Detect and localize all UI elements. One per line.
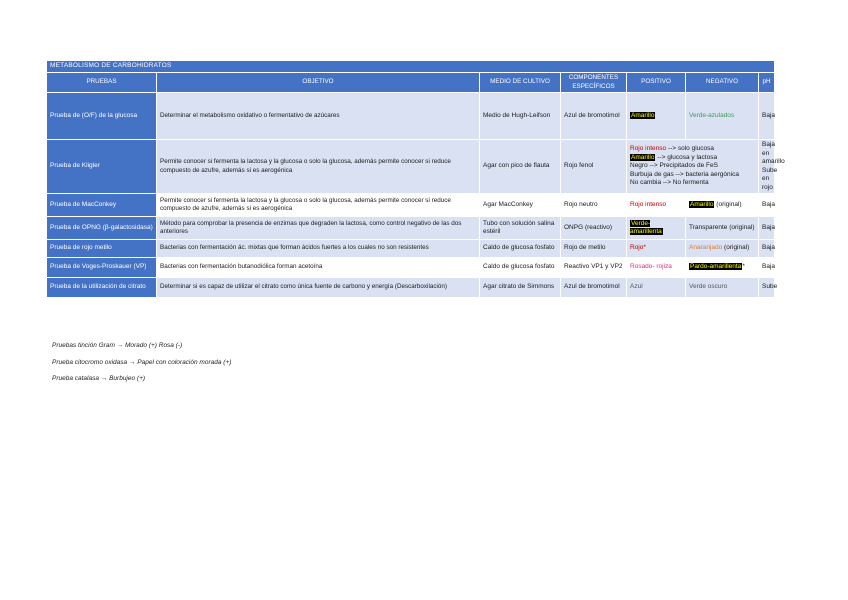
cell-medio: Agar con pico de flauta xyxy=(480,140,561,194)
cell-objetivo: Permite conocer si fermenta la lactosa y la glucosa o solo la glucosa, además permite conocer si reduce compuesto de azufre, además si es aerogénica xyxy=(157,194,480,217)
cell-positivo: Azul xyxy=(627,278,686,298)
cell-componentes: ONPG (reactivo) xyxy=(561,217,627,240)
cell-componentes: Rojo fenol xyxy=(561,140,627,194)
kligler-line-2 xyxy=(630,154,755,163)
cell-objetivo: Bacterias con fermentación ác. mixtas que forman ácidos fuertes a los cuales no son resistentes xyxy=(157,240,480,258)
header-pruebas: PRUEBAS xyxy=(47,73,157,93)
negativo-suffix: * xyxy=(742,263,745,271)
cell-objetivo: Determinar el metabolismo oxidativo o fermentativo de azúcares xyxy=(157,93,480,140)
cell-medio: Agar citrato de Simmons xyxy=(480,278,561,298)
cell-componentes: Azul de bromotimol xyxy=(561,93,627,140)
cell-prueba: Prueba de la utilización de citrato xyxy=(47,278,157,298)
cell-medio: Caldo de glucosa fosfato xyxy=(480,258,561,278)
note-catalasa: Prueba catalasa → Burbujeo (+) xyxy=(52,375,146,382)
cell-medio: Medio de Hugh-Leifson xyxy=(480,93,561,140)
cell-positivo: Rojo* xyxy=(627,240,686,258)
table-row xyxy=(47,140,775,194)
negativo-highlight: Amarillo xyxy=(690,200,714,208)
table-row xyxy=(47,194,775,217)
cell-componentes: Rojo de metilo xyxy=(561,240,627,258)
kligler-line-3: Negro --> Precipitados de FeS xyxy=(630,162,718,170)
cell-negativo: Verde-azulados xyxy=(686,93,759,140)
cell-medio: Tubo con solución salina estéril xyxy=(480,217,561,240)
cell-positivo xyxy=(627,217,686,240)
cell-ph: Baja xyxy=(759,240,775,258)
positivo-highlight: Verde-amarillenta xyxy=(630,219,662,235)
cell-componentes: Rojo neutro xyxy=(561,194,627,217)
header-negativo: NEGATIVO xyxy=(686,73,759,93)
cell-prueba: Prueba de (O/F) de la glucosa xyxy=(47,93,157,140)
header-ph: pH xyxy=(759,73,775,93)
negativo-suffix: (original) xyxy=(722,244,750,252)
cell-prueba: Prueba de MacConkey xyxy=(47,194,157,217)
cell-negativo xyxy=(686,194,759,217)
cell-componentes: Azul de bromotimol xyxy=(561,278,627,298)
cell-prueba: Prueba de rojo metilo xyxy=(47,240,157,258)
cell-ph: Baja xyxy=(759,217,775,240)
cell-medio: Caldo de glucosa fosfato xyxy=(480,240,561,258)
positivo-highlight: Amarillo xyxy=(631,111,655,119)
cell-negativo xyxy=(686,240,759,258)
cell-prueba: Prueba de Voges-Proskauer (VP) xyxy=(47,258,157,278)
cell-objetivo: Determinar si es capaz de utilizar el citrato como única fuente de carbono y energía (Descarboxilación) xyxy=(157,278,480,298)
negativo-suffix: (original) xyxy=(714,200,742,208)
negativo-highlight: Pardo-amarillenta xyxy=(690,263,742,271)
cell-medio: Agar MacConkey xyxy=(480,194,561,217)
cell-componentes: Reactivo VP1 y VP2 xyxy=(561,258,627,278)
header-componentes: COMPONENTES ESPECÍFICOS xyxy=(561,73,627,93)
table-row xyxy=(47,240,775,258)
negativo-orange: Anaranjado xyxy=(689,244,723,252)
kligler-line-1 xyxy=(630,145,755,154)
cell-objetivo: Bacterias con fermentación butanodiólica forman acetoína xyxy=(157,258,480,278)
cell-objetivo: Método para comprobar la presencia de enzimas que degraden la lactosa, como control negativo de las dos anteriores xyxy=(157,217,480,240)
header-objetivo: OBJETIVO xyxy=(157,73,480,93)
cell-negativo xyxy=(686,258,759,278)
cell-ph: Baja xyxy=(759,194,775,217)
cell-ph: Baja xyxy=(759,258,775,278)
kligler-line-5: No cambia --> No fermenta xyxy=(630,179,709,187)
note-gram: Pruebas tinción Gram → Morado (+) Rosa (-) xyxy=(52,342,183,349)
table-title-row xyxy=(47,61,775,73)
table-row xyxy=(47,93,775,140)
kligler-red-result: --> solo glucosa xyxy=(666,145,715,153)
cell-prueba: Prueba de OPNG (β-galactosidasa) xyxy=(47,217,157,240)
header-positivo: POSITIVO xyxy=(627,73,686,93)
note-oxidasa: Prueba citocromo oxidasa → Papel con coloración morada (+) xyxy=(52,359,232,366)
cell-positivo xyxy=(627,93,686,140)
carbohydrate-metabolism-table xyxy=(46,60,785,298)
kligler-red-label: Rojo intenso xyxy=(630,145,667,153)
cell-ph: Baja xyxy=(759,93,775,140)
cell-ph: Baja en amarillo Sube en rojo xyxy=(759,140,775,194)
table-row xyxy=(47,217,775,240)
header-medio: MEDIO DE CULTIVO xyxy=(480,73,561,93)
table-title: METABOLISMO DE CARBOHIDRATOS xyxy=(47,61,775,73)
cell-negativo: Transparente (original) xyxy=(686,217,759,240)
table-row xyxy=(47,278,775,298)
cell-positivo: Rosado- rojiza xyxy=(627,258,686,278)
table-row xyxy=(47,258,775,278)
kligler-yellow-label: Amarillo xyxy=(631,153,655,161)
cell-ph: Sube xyxy=(759,278,775,298)
cell-positivo xyxy=(627,140,759,194)
kligler-line-4: Burbuja de gas --> bacteria aergónica xyxy=(630,170,739,178)
kligler-yellow-result: --> glucosa y lactosa xyxy=(655,153,718,161)
cell-positivo: Rojo intenso xyxy=(627,194,686,217)
header-row xyxy=(47,73,775,93)
cell-negativo: Verde oscuro xyxy=(686,278,759,298)
cell-objetivo: Permite conocer si fermenta la lactosa y la glucosa o solo la glucosa, además permite conocer si reduce compuesto de azufre, además si es aerogénica xyxy=(157,140,480,194)
cell-prueba: Prueba de Kligler xyxy=(47,140,157,194)
